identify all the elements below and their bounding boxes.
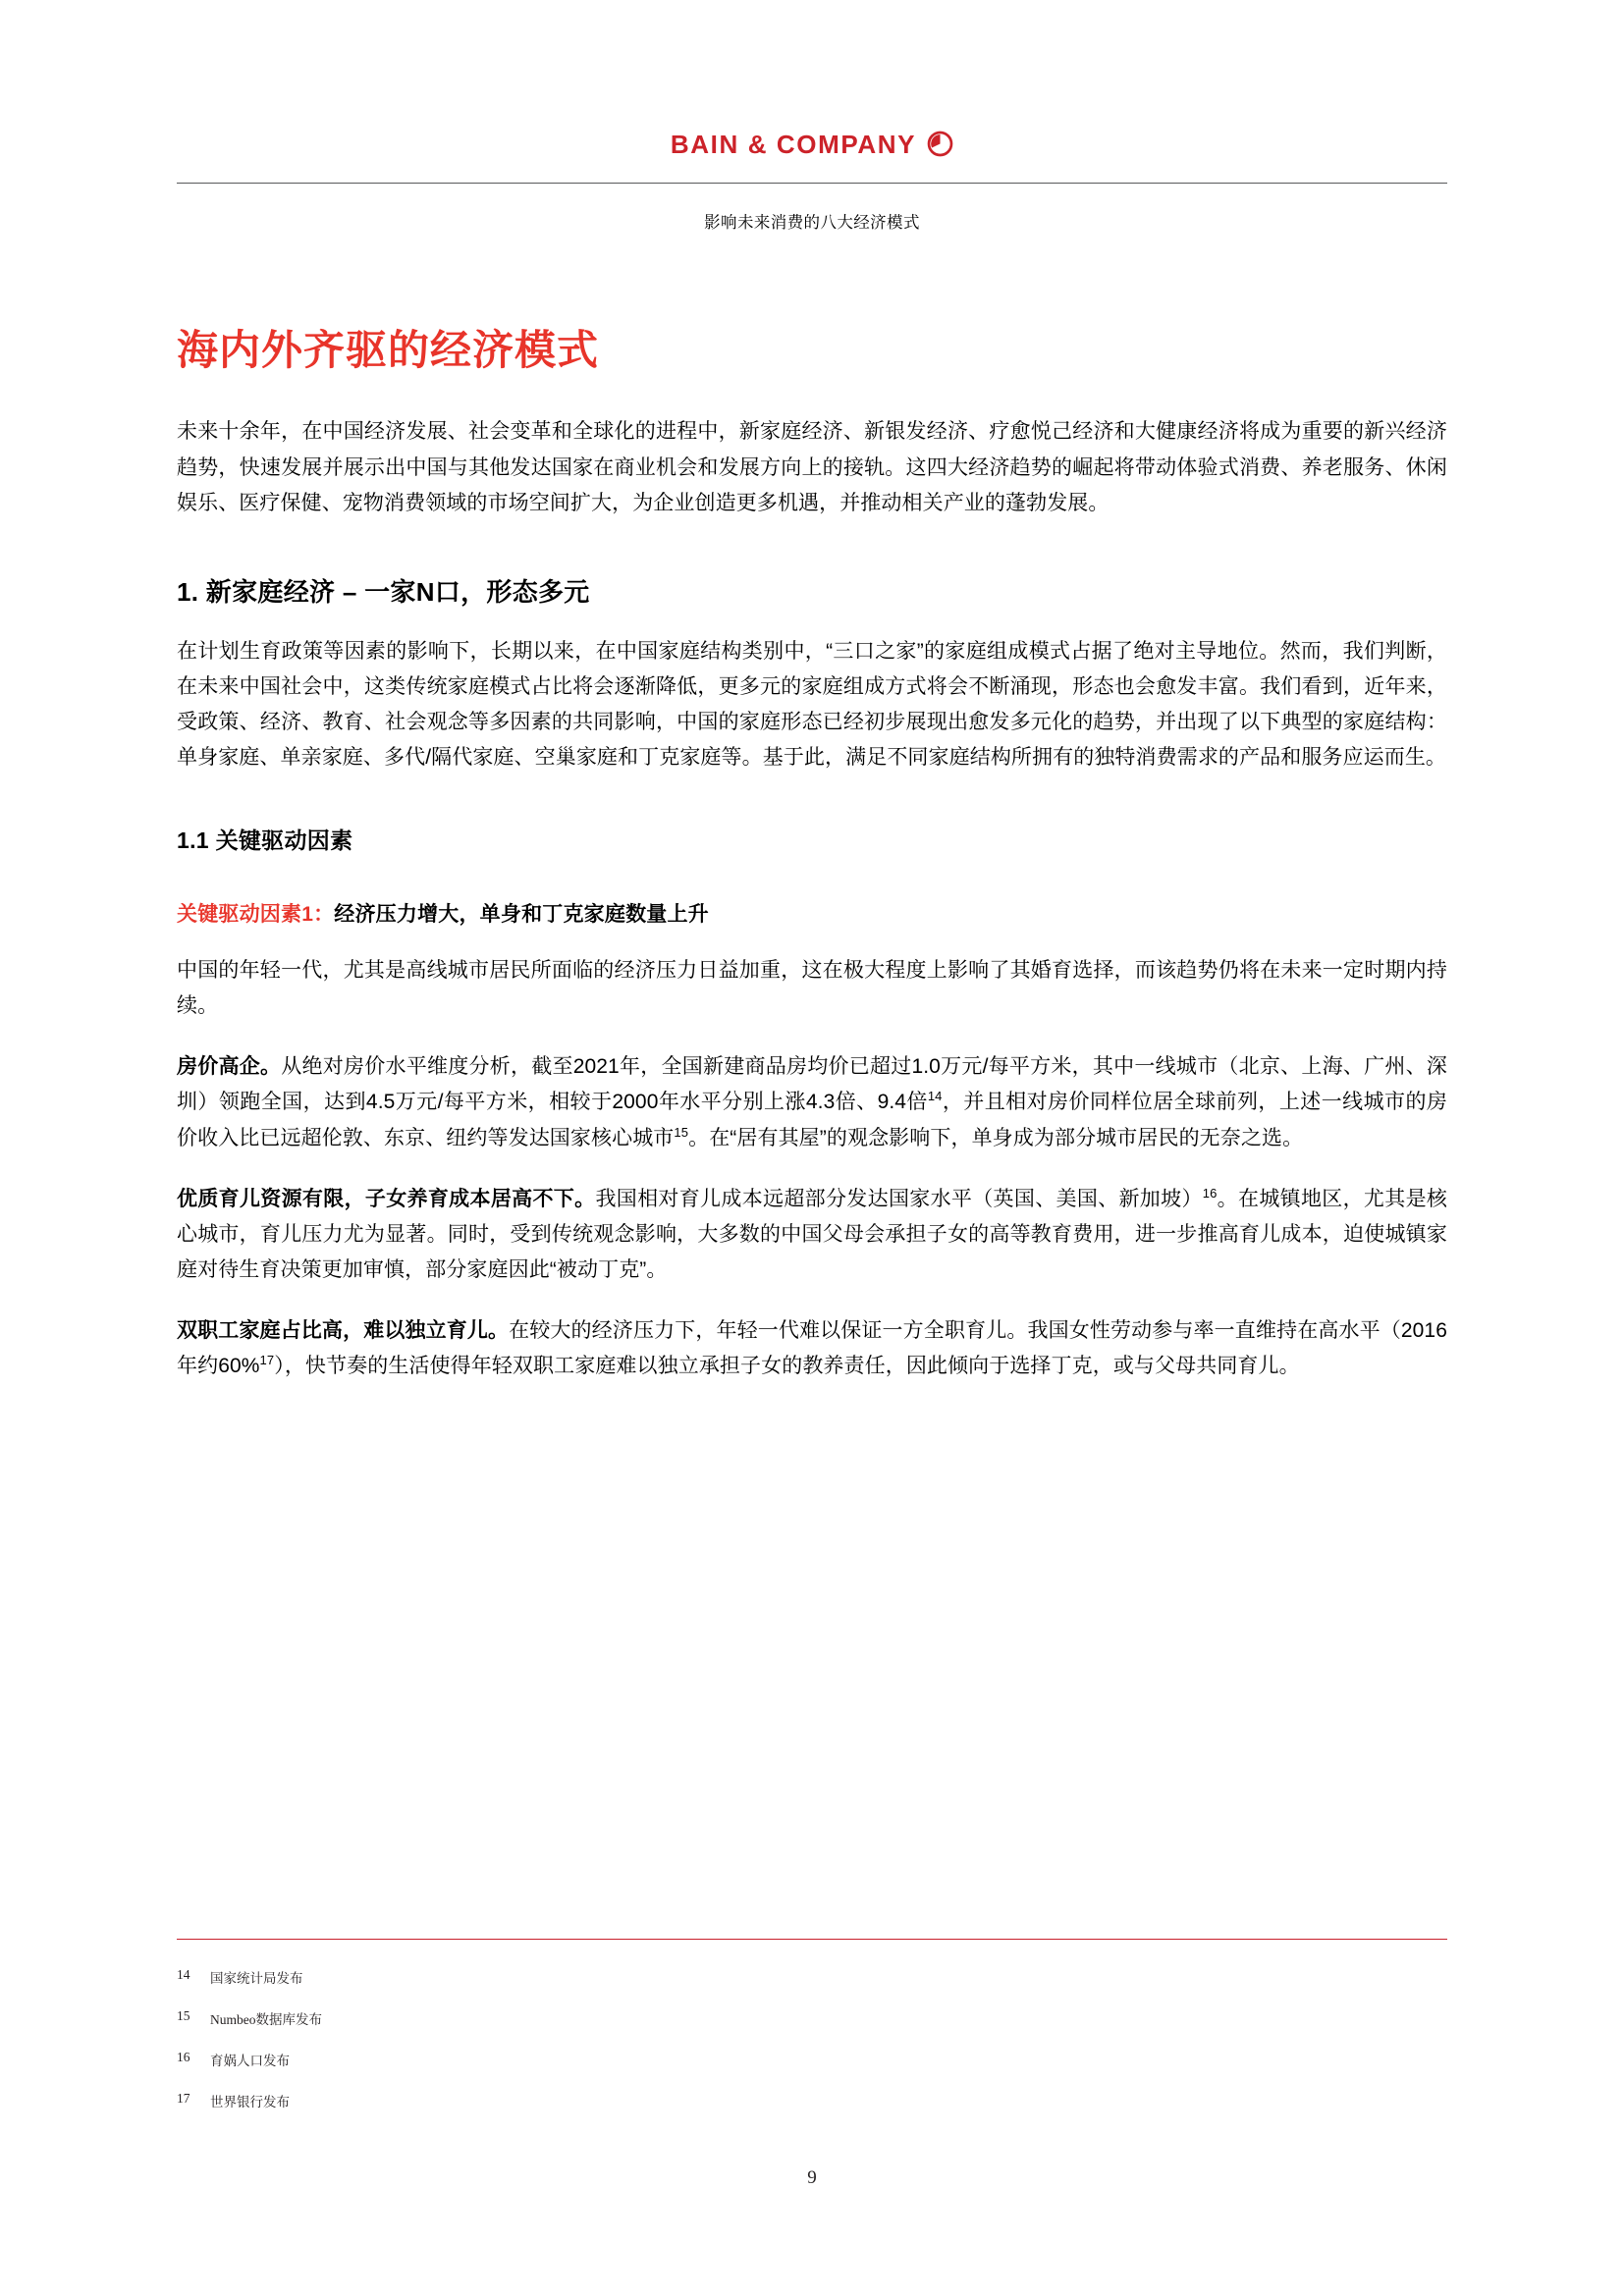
footnote-item (177, 1967, 1447, 1987)
point-body-housing-b: ，并且相对房价同样位居全球前列，上述一线城市的房价收入比已远超伦敦、东京、纽约等发达国家核心城市 (177, 1091, 1447, 1149)
key-driver-heading (177, 898, 1447, 928)
running-head: 影响未来消费的八大经济模式 (704, 214, 920, 232)
section-heading-1: 1. 新家庭经济 – 一家N口，形态多元 (177, 576, 590, 607)
point-body-housing-a: 从绝对房价水平维度分析，截至2021年，全国新建商品房均价已超过1.0万元/每平方米，其中一线城市（北京、上海、广州、深圳）领跑全国，达到4.5万元/每平方米，相较于2000年水平分别上涨4.3倍、9.4倍 (177, 1055, 1447, 1114)
intro-paragraph: 未来十余年，在中国经济发展、社会变革和全球化的进程中，新家庭经济、新银发经济、疗愈悦己经济和大健康经济将成为重要的新兴经济趋势，快速发展并展示出中国与其他发达国家在商业机会和发展方向上的接轨。这四大经济趋势的崛起将带动体验式消费、养老服务、休闲娱乐、医疗保健、宠物消费领域的市场空间扩大，为企业创造更多机遇，并推动相关产业的蓬勃发展。 (177, 420, 1447, 514)
footnote-item (177, 2008, 1447, 2028)
footnote-ref-15: 15 (674, 1124, 689, 1140)
key-driver-label: 关键驱动因素1： (177, 903, 335, 927)
footnote-item (177, 2091, 1447, 2110)
point-body-dual-income-b: ），快节奏的生活使得年轻双职工家庭难以独立承担子女的教养责任，因此倾向于选择丁克，或与父母共同育儿。 (274, 1355, 1300, 1378)
footnote-number: 16 (177, 2050, 190, 2064)
point-lead-childcare: 优质育儿资源有限，子女养育成本居高不下。 (177, 1187, 596, 1210)
footnote-number: 14 (177, 1967, 190, 1982)
key-driver-text: 经济压力增大，单身和丁克家庭数量上升 (334, 903, 709, 927)
driver-intro-paragraph: 中国的年轻一代，尤其是高线城市居民所面临的经济压力日益加重，这在极大程度上影响了其婚育选择，而该趋势仍将在未来一定时期内持续。 (177, 959, 1447, 1018)
point-body-childcare-a: 我国相对育儿成本远超部分发达国家水平（英国、美国、新加坡） (595, 1187, 1203, 1210)
brand-logo (177, 0, 1447, 157)
footnote-ref-17: 17 (259, 1353, 275, 1368)
bain-circle-logo-icon (927, 131, 953, 157)
point-lead-dual-income: 双职工家庭占比高，难以独立育儿。 (177, 1319, 510, 1343)
footnote-text: 育娲人口发布 (210, 2054, 290, 2068)
footnote-list (177, 1967, 1447, 2110)
brand-wordmark: BAIN & COMPANY (670, 129, 917, 159)
page-title: 海内外齐驱的经济模式 (177, 327, 600, 373)
footnote-ref-16: 16 (1202, 1185, 1218, 1201)
footnote-divider (177, 1939, 1447, 1940)
point-paragraph-dual-income (177, 1313, 1447, 1384)
footnote-number: 15 (177, 2008, 190, 2023)
footnote-text: 国家统计局发布 (210, 1971, 303, 1986)
footnote-ref-14: 14 (927, 1089, 943, 1104)
footnote-text: Numbeo数据库发布 (210, 2012, 322, 2027)
header-divider (177, 183, 1447, 184)
footnote-number: 17 (177, 2091, 190, 2106)
point-paragraph-childcare (177, 1182, 1447, 1288)
point-paragraph-housing (177, 1049, 1447, 1155)
point-body-dual-income-a: 在较大的经济压力下，年轻一代难以保证一方全职育儿。我国女性劳动参与率一直维持在高水平（2016年约60% (177, 1319, 1447, 1378)
point-lead-housing: 房价高企。 (177, 1055, 282, 1079)
page-number: 9 (807, 2167, 817, 2188)
point-body-housing-c: 。在“居有其屋”的观念影响下，单身成为部分城市居民的无奈之选。 (688, 1126, 1304, 1149)
footnote-area (177, 1939, 1447, 2132)
point-body-childcare-b: 。在城镇地区，尤其是核心城市，育儿压力尤为显著。同时，受到传统观念影响，大多数的中国父母会承担子女的高等教育费用，进一步推高育儿成本，迫使城镇家庭对待生育决策更加审慎，部分家庭因此“被动丁克”。 (177, 1187, 1447, 1281)
subsection-heading-1-1: 1.1 关键驱动因素 (177, 828, 353, 854)
section-1-paragraph: 在计划生育政策等因素的影响下，长期以来，在中国家庭结构类别中，“三口之家”的家庭组成模式占据了绝对主导地位。然而，我们判断，在未来中国社会中，这类传统家庭模式占比将会逐渐降低，更多元的家庭组成方式将会不断涌现，形态也会愈发丰富。我们看到，近年来，受政策、经济、教育、社会观念等多因素的共同影响，中国的家庭形态已经初步展现出愈发多元化的趋势，并出现了以下典型的家庭结构：单身家庭、单亲家庭、多代/隔代家庭、空巢家庭和丁克家庭等。基于此，满足不同家庭结构所拥有的独特消费需求的产品和服务应运而生。 (177, 639, 1447, 770)
footnote-item (177, 2050, 1447, 2069)
footnote-text: 世界银行发布 (210, 2095, 290, 2109)
